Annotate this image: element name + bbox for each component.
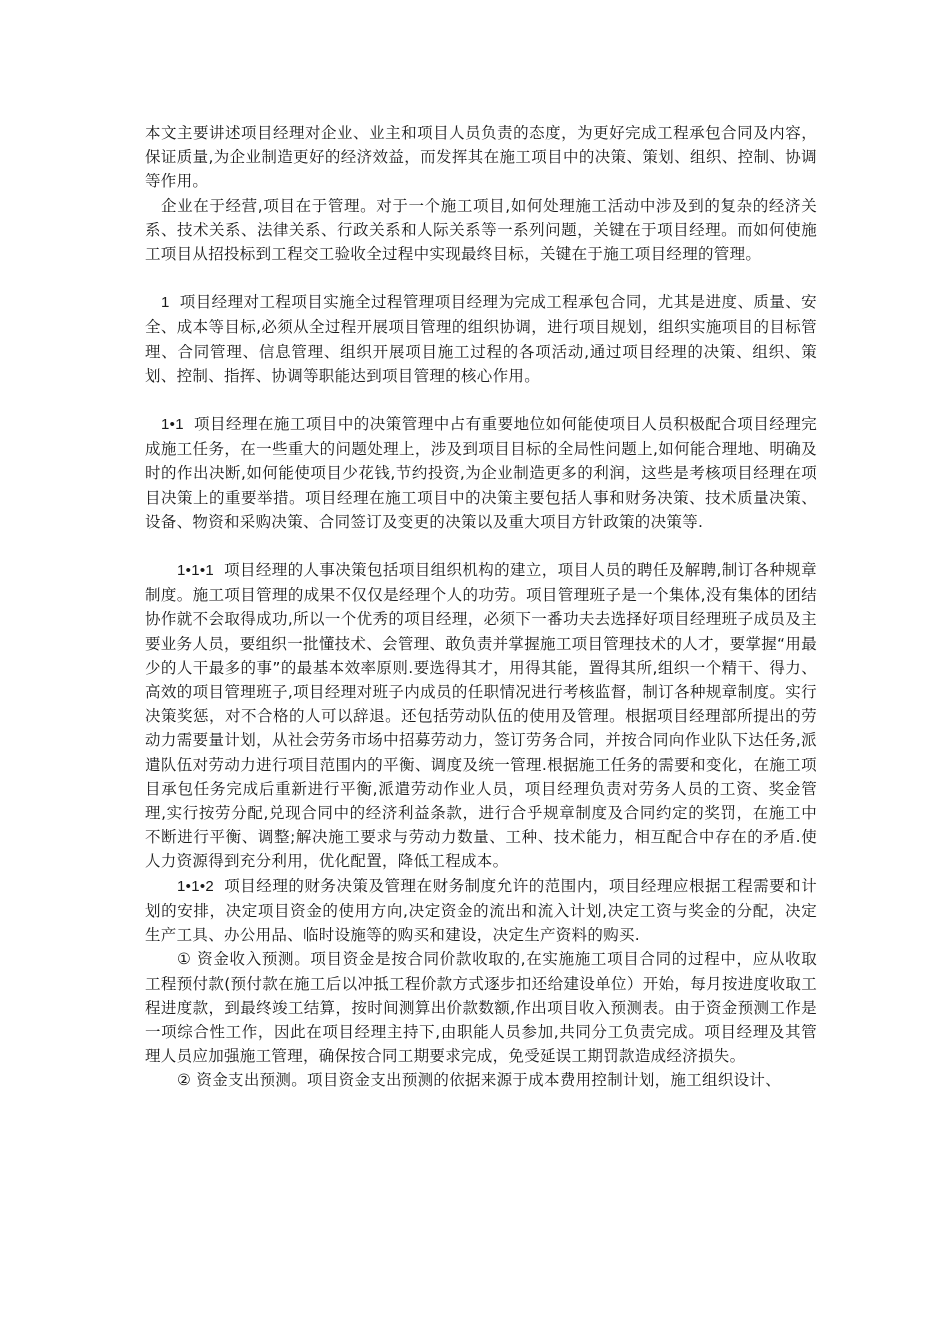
list-item-income-forecast: ① 资金收入预测。项目资金是按合同价款收取的,在实施施工项目合同的过程中，应从收取工程预付款(预付款在施工后以冲抵工程价款方式逐步扣还给建设单位）开始，每月按进度收取工程进度款，到最终竣工结算，按时间测算出价款数额,作出项目收入预测表。由于资金预测工作是一项综合性工作，因此在项目经理主持下,由职能人员参加,共同分工负责完成。项目经理及其管理人员应加强施工管理，确保按合同工期要求完成，免受延误工期罚款造成经济损失。	[145, 950, 817, 1066]
section-gap	[145, 388, 817, 412]
section-1-paragraph	[145, 290, 817, 388]
section-1-1-2-text: 项目经理的财务决策及管理在财务制度允许的范围内，项目经理应根据工程需要和计划的安排，决定项目资金的使用方向,决定资金的流出和流入计划,决定工资与奖金的分配，决定生产工具、办公用品、临时设施等的购买和建设，决定生产资料的购买.	[145, 876, 817, 945]
intro-paragraph: 本文主要讲述项目经理对企业、业主和项目人员负责的态度，为更好完成工程承包合同及内容，保证质量,为企业制造更好的经济效益，而发挥其在施工项目中的决策、策划、组织、控制、协调等作用。	[145, 124, 817, 191]
section-1-1-paragraph	[145, 412, 817, 534]
section-gap	[145, 266, 817, 290]
section-gap	[145, 534, 817, 558]
section-1-number: 1	[161, 294, 170, 312]
document-body	[145, 121, 817, 1093]
section-1-1-1-paragraph	[145, 558, 817, 874]
section-1-1-1-number: 1•1•1	[177, 562, 215, 580]
list-item-expense-forecast: ② 资金支出预测。项目资金支出预测的依据来源于成本费用控制计划，施工组织设计、	[177, 1071, 782, 1090]
section-1-1-2-paragraph	[145, 874, 817, 948]
section-1-1-2-number: 1•1•2	[177, 877, 215, 895]
section-1-1-text: 项目经理在施工项目中的决策管理中占有重要地位如何能使项目人员积极配合项目经理完成施工任务，在一些重大的问题处理上，涉及到项目目标的全局性问题上,如何能合理地、明确及时的作出决断,如何能使项目少花钱,节约投资,为企业制造更多的利润，这些是考核项目经理在项目决策上的重要举措。项目经理在施工项目中的决策主要包括人事和财务决策、技术质量决策、设备、物资和采购决策、合同签订及变更的决策以及重大项目方针政策的决策等.	[145, 415, 817, 531]
section-1-text: 项目经理对工程项目实施全过程管理项目经理为完成工程承包合同，尤其是进度、质量、安全、成本等目标,必须从全过程开展项目管理的组织协调，进行项目规划，组织实施项目的目标管理、合同管理、信息管理、组织开展项目施工过程的各项活动,通过项目经理的决策、组织、策划、控制、指挥、协调等职能达到项目管理的核心作用。	[145, 293, 817, 385]
management-paragraph: 企业在于经营,项目在于管理。对于一个施工项目,如何处理施工活动中涉及到的复杂的经济关系、技术关系、法律关系、行政关系和人际关系等一系列问题，关键在于项目经理。而如何使施工项目从招投标到工程交工验收全过程中实现最终目标，关键在于施工项目经理的管理。	[145, 196, 817, 264]
section-1-1-number: 1•1	[161, 416, 184, 434]
section-1-1-1-text: 项目经理的人事决策包括项目组织机构的建立，项目人员的聘任及解聘,制订各种规章制度。施工项目管理的成果不仅仅是经理个人的功劳。项目管理班子是一个集体,没有集体的团结协作就不会取得成功,所以一个优秀的项目经理，必须下一番功夫去选择好项目经理班子成员及主要业务人员，要组织一批懂技术、会管理、敢负责并掌握施工项目管理技术的人才，要掌握“用最少的人干最多的事”的最基本效率原则.要选得其才，用得其能，置得其所,组织一个精干、得力、高效的项目管理班子,项目经理对班子内成员的任职情况进行考核监督，制订各种规章制度。实行决策奖惩，对不合格的人可以辞退。还包括劳动队伍的使用及管理。根据项目经理部所提出的劳动力需要量计划，从社会劳务市场中招募劳动力，签订劳务合同，并按合同向作业队下达任务,派遣队伍对劳动力进行项目范围内的平衡、调度及统一管理.根据施工任务的需要和变化，在施工项目承包任务完成后重新进行平衡,派遣劳动作业人员，项目经理负责对劳务人员的工资、奖金管理,实行按劳分配,兑现合同中的经济利益条款，进行合乎规章制度及合同约定的奖罚，在施工中不断进行平衡、调整;解决施工要求与劳动力数量、工种、技术能力，相互配合中存在的矛盾.使人力资源得到充分利用，优化配置，降低工程成本。	[145, 561, 817, 871]
